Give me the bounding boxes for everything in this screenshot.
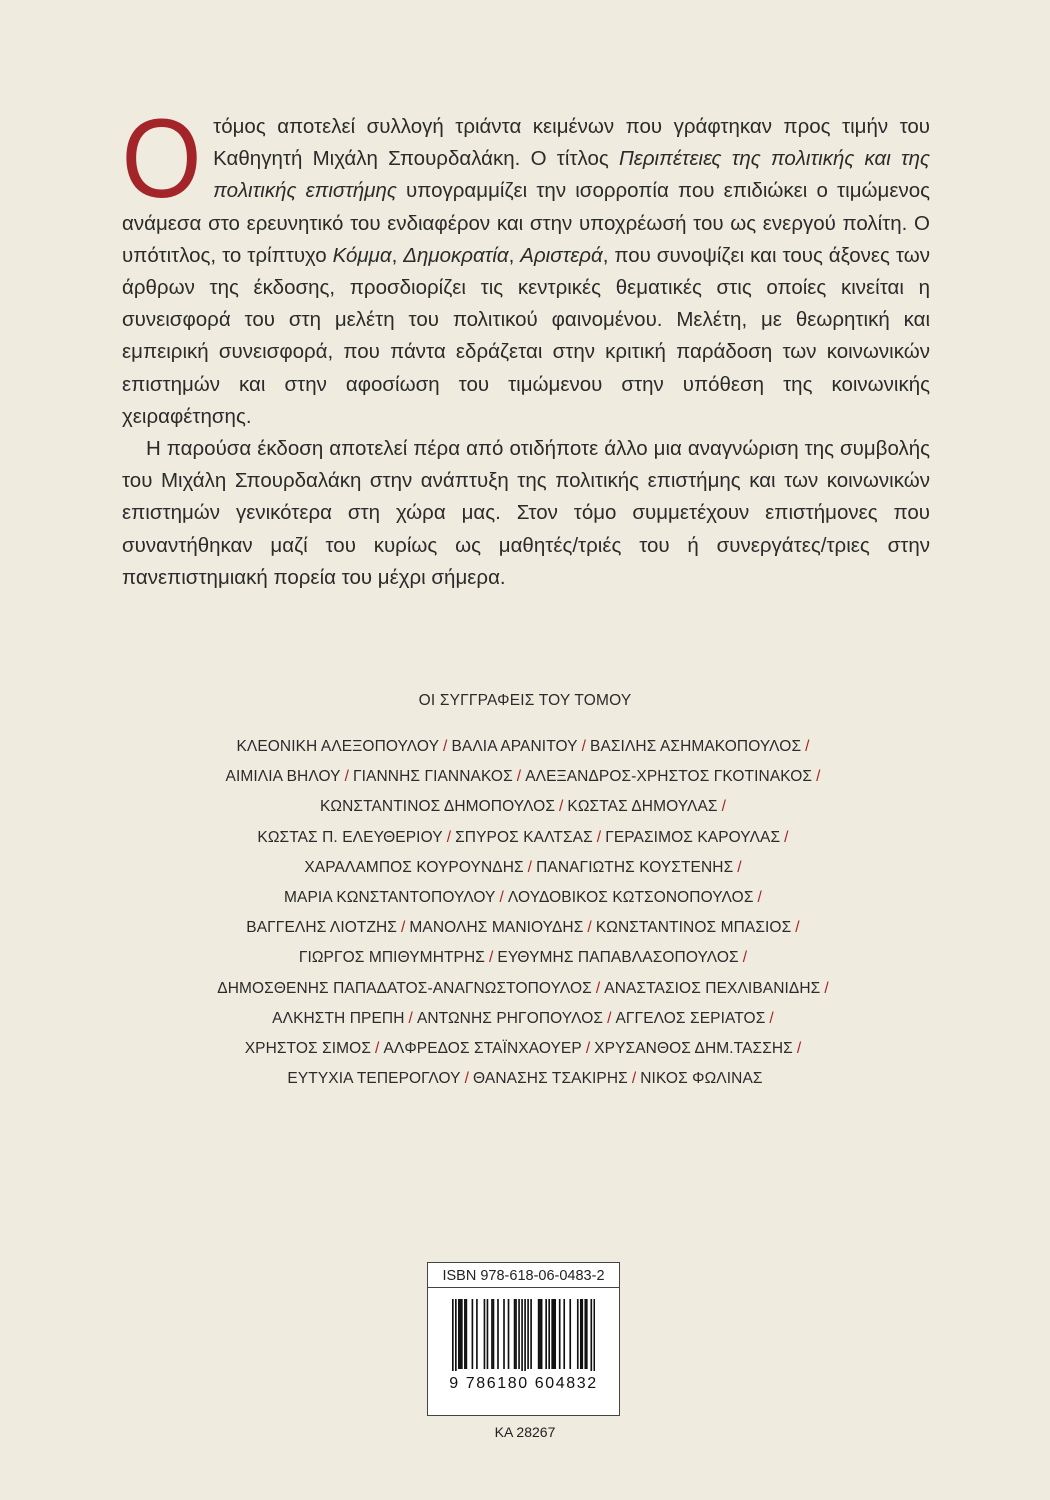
author-name: ΓΙΩΡΓΟΣ ΜΠΙΘΥΜΗΤΡΗΣ [298,949,485,967]
blurb-paragraph-1 [121,96,931,433]
publisher-code: KA 28267 [494,1424,556,1440]
barcode-bar [458,1299,460,1369]
separator-slash: / [737,858,742,876]
separator-slash: / [559,798,564,816]
barcode-bar [452,1299,454,1371]
barcode-bar [524,1299,526,1371]
author-name: ΑΝΑΣΤΑΣΙΟΣ ΠΕΧΛΙΒΑΝΙΔΗΣ [604,979,821,997]
separator-slash: / [595,979,601,997]
blurb-paragraph-2: Η παρούσα έκδοση αποτελεί πέρα από οτιδήποτε άλλο μια αναγνώριση της συμβολής του Μιχάλη Σπουρδαλάκη στην ανάπτυξη της πολιτικής επιστήμης και των κοινωνικών επιστημών γενικότερα στη χώρα μας. Στον τόμο συμμετέχουν επιστήμονες που συναντήθηκαν μαζί του κυρίως ως μαθητές/τριές του ή συνεργάτες/τριες στην πανεπιστημιακή πορεία του μέχρι σήμερα. [122,437,930,589]
author-line [0,1068,1050,1098]
separator-slash: / [757,888,762,906]
separator-slash: / [516,768,522,786]
separator-slash: / [769,1009,774,1027]
barcode-bar [455,1299,457,1371]
barcode-bar [484,1299,486,1369]
barcode-bar [569,1299,571,1369]
separator-slash: / [443,738,448,755]
author-name: ΧΡΗΣΤΟΣ ΣΙΜΟΣ [244,1039,372,1057]
barcode-bar [551,1299,553,1369]
separator-slash: / [607,1009,612,1027]
blurb-text-segment: Περιπέτειες της πολιτικής και της πολιτικής επιστήμης [213,147,931,203]
barcode-bar [461,1299,463,1369]
separator-slash: / [796,1039,802,1057]
blurb-text-segment: , [391,243,404,267]
author-line [0,1008,1050,1038]
separator-slash: / [784,828,789,846]
barcode-bar [593,1299,595,1371]
blurb-text-segment: Αριστερά [520,243,603,267]
barcode-bar [497,1299,499,1369]
blurb-text-segment: , που συνοψίζει και τους άξονες των άρθρων της έκδοσης, προσδιορίζει τις κεντρικές θεματικές στις οποίες κινείται η συνεισφορά του στη μελέτη του πολιτικού φαινομένου. Μελέτη, με θεωρητική και εμπειρική συνεισφορά, που πάντα εδράζεται στην κριτική παράδοση των κοινωνικών επιστημών και στην αφοσίωση του τιμώμενου στην υπόθεση της κοινωνικής χειραφέτησης. [122,243,930,428]
author-name: ΒΑΛΙΑ ΑΡΑΝΙΤΟΥ [451,738,578,755]
barcode-bar [518,1299,520,1369]
barcode-bar [487,1299,489,1369]
separator-slash: / [464,1070,470,1088]
barcode-bar [472,1299,474,1369]
separator-slash: / [742,949,748,967]
separator-slash: / [446,828,452,846]
author-name: ΧΡΥΣΑΝΘΟΣ ΔΗΜ.ΤΑΣΣΗΣ [594,1039,793,1057]
author-name: ΠΑΝΑΓΙΩΤΗΣ ΚΟΥΣΤΕΝΗΣ [536,858,734,876]
separator-slash: / [375,1039,380,1057]
author-name: ΑΓΓΕΛΟΣ ΣΕΡΙΑΤΟΣ [615,1009,766,1027]
authors-list [0,736,1050,1098]
author-name: ΘΑΝΑΣΗΣ ΤΣΑΚΙΡΗΣ [473,1070,628,1088]
author-name: ΕΥΤΥΧΙΑ ΤΕΠΕΡΟΓΛΟΥ [287,1070,461,1088]
isbn-barcode-box [427,1262,620,1416]
separator-slash: / [596,828,602,846]
barcode-bar [590,1299,592,1371]
barcode-bar [545,1299,547,1369]
separator-slash: / [527,858,533,876]
barcode-bar [508,1299,510,1369]
separator-slash: / [587,919,592,937]
author-name: ΚΩΣΤΑΣ Π. ΕΛΕΥΘΕΡΙΟΥ [257,828,443,846]
author-name: ΛΟΥΔΟΒΙΚΟΣ ΚΩΤΣΟΝΟΠΟΥΛΟΣ [507,888,754,906]
blurb-text-segment: Κόμμα [332,243,392,267]
author-name: ΜΑΝΟΛΗΣ ΜΑΝΙΟΥΔΗΣ [409,919,584,937]
author-name: ΑΛΕΞΑΝΔΡΟΣ-ΧΡΗΣΤΟΣ ΓΚΟΤΙΝΑΚΟΣ [525,768,813,786]
blurb-text-segment: Δημοκρατία [403,243,509,267]
author-name: ΒΑΓΓΕΛΗΣ ΛΙΟΤΖΗΣ [246,919,397,937]
separator-slash: / [816,768,821,786]
separator-slash: / [401,919,406,937]
author-name: ΚΩΝΣΤΑΝΤΙΝΟΣ ΔΗΜΟΠΟΥΛΟΣ [319,798,555,816]
barcode-bar [580,1299,582,1369]
author-name: ΜΑΡΙΑ ΚΩΝΣΤΑΝΤΟΠΟΥΛΟΥ [284,888,496,906]
barcode [452,1299,595,1371]
barcode-bar [539,1299,541,1369]
barcode-bar [521,1299,523,1371]
barcode-bar [548,1299,550,1369]
barcode-bar [581,1299,583,1369]
separator-slash: / [824,979,829,997]
isbn-label: ISBN 978-618-06-0483-2 [428,1265,619,1288]
barcode-bar [466,1299,468,1369]
author-name: ΒΑΣΙΛΗΣ ΑΣΗΜΑΚΟΠΟΥΛΟΣ [590,738,802,755]
separator-slash: / [488,949,494,967]
barcode-bar [527,1299,529,1369]
author-name: ΚΩΣΤΑΣ ΔΗΜΟΥΛΑΣ [567,798,718,816]
author-name: ΕΥΘΥΜΗΣ ΠΑΠΑΒΛΑΣΟΠΟΥΛΟΣ [497,949,739,967]
author-line [0,947,1050,977]
barcode-bar [538,1299,540,1369]
separator-slash: / [721,798,727,816]
author-name: ΝΙΚΟΣ ΦΩΛΙΝΑΣ [640,1070,763,1088]
blurb-text-segment: τόμος αποτελεί συλλογή τριάντα κειμένων που γράφτηκαν προς τιμήν του Καθηγητή Μιχάλη Σπουρδαλάκη. Ο τίτλος [213,115,930,171]
blurb [121,96,931,594]
author-name: ΚΛΕΟΝΙΚΗ ΑΛΕΞΟΠΟΥΛΟΥ [236,738,440,755]
author-line [0,827,1050,857]
separator-slash: / [499,888,504,906]
barcode-bar [515,1299,517,1369]
barcode-bar [491,1299,493,1369]
blurb-text-segment: υπογραμμίζει την ισορροπία που επιδιώκει ο τιμώμενος ανάμεσα στο ερευνητικό του ενδιαφέρον και στην υποχρέωσή του ως ενεργού πολίτη. Ο υπότιτλος, το τρίπτυχο [122,179,931,267]
author-name: ΣΠΥΡΟΣ ΚΑΛΤΣΑΣ [455,828,593,846]
barcode-bar [464,1299,466,1369]
barcode-bar [553,1299,555,1369]
separator-slash: / [585,1039,591,1057]
author-name: ΚΩΝΣΤΑΝΤΙΝΟΣ ΜΠΑΣΙΟΣ [595,919,792,937]
separator-slash: / [581,738,586,755]
author-line [0,887,1050,917]
author-name: ΑΛΦΡΕΔΟΣ ΣΤΑΪΝΧΑΟΥΕΡ [383,1039,582,1057]
separator-slash: / [631,1070,637,1088]
author-name: ΔΗΜΟΣΘΕΝΗΣ ΠΑΠΑΔΑΤΟΣ-ΑΝΑΓΝΩΣΤΟΠΟΥΛΟΣ [217,979,592,997]
separator-slash: / [344,768,349,786]
separator-slash: / [408,1009,413,1027]
author-name: ΑΛΚΗΣΤΗ ΠΡΕΠΗ [272,1009,405,1027]
barcode-bar [460,1299,462,1369]
barcode-bar [586,1299,588,1369]
barcode-bar [559,1299,561,1369]
barcode-bar [554,1299,556,1369]
author-name: ΑΝΤΩΝΗΣ ΡΗΓΟΠΟΥΛΟΣ [416,1009,604,1027]
barcode-digits: 9 786180 604832 [449,1375,598,1392]
author-line [0,917,1050,947]
blurb-text-segment: , [508,243,521,267]
author-name: ΑΙΜΙΛΙΑ ΒΗΛΟΥ [225,768,341,786]
author-line [0,766,1050,796]
author-line [0,978,1050,1008]
barcode-bar [563,1299,565,1369]
separator-slash: / [795,919,800,937]
author-name: ΓΕΡΑΣΙΜΟΣ ΚΑΡΟΥΛΑΣ [605,828,781,846]
author-line [0,796,1050,826]
drop-cap: Ο [121,96,202,221]
author-line [0,857,1050,887]
barcode-bar [514,1299,516,1369]
author-name: ΧΑΡΑΛΑΜΠΟΣ ΚΟΥΡΟΥΝΔΗΣ [304,858,524,876]
author-line [0,736,1050,766]
barcode-bar [541,1299,543,1369]
authors-heading: ΟΙ ΣΥΓΓΡΑΦΕΙΣ ΤΟΥ ΤΟΜΟΥ [418,692,632,709]
barcode-bar [493,1299,495,1369]
author-line [0,1038,1050,1068]
author-name: ΓΙΑΝΝΗΣ ΓΙΑΝΝΑΚΟΣ [353,768,513,786]
barcode-bar [584,1299,586,1369]
barcode-bar [577,1299,579,1369]
barcode-bar [476,1299,478,1369]
barcode-bar [503,1299,505,1369]
separator-slash: / [805,738,810,755]
barcode-bar [530,1299,532,1369]
